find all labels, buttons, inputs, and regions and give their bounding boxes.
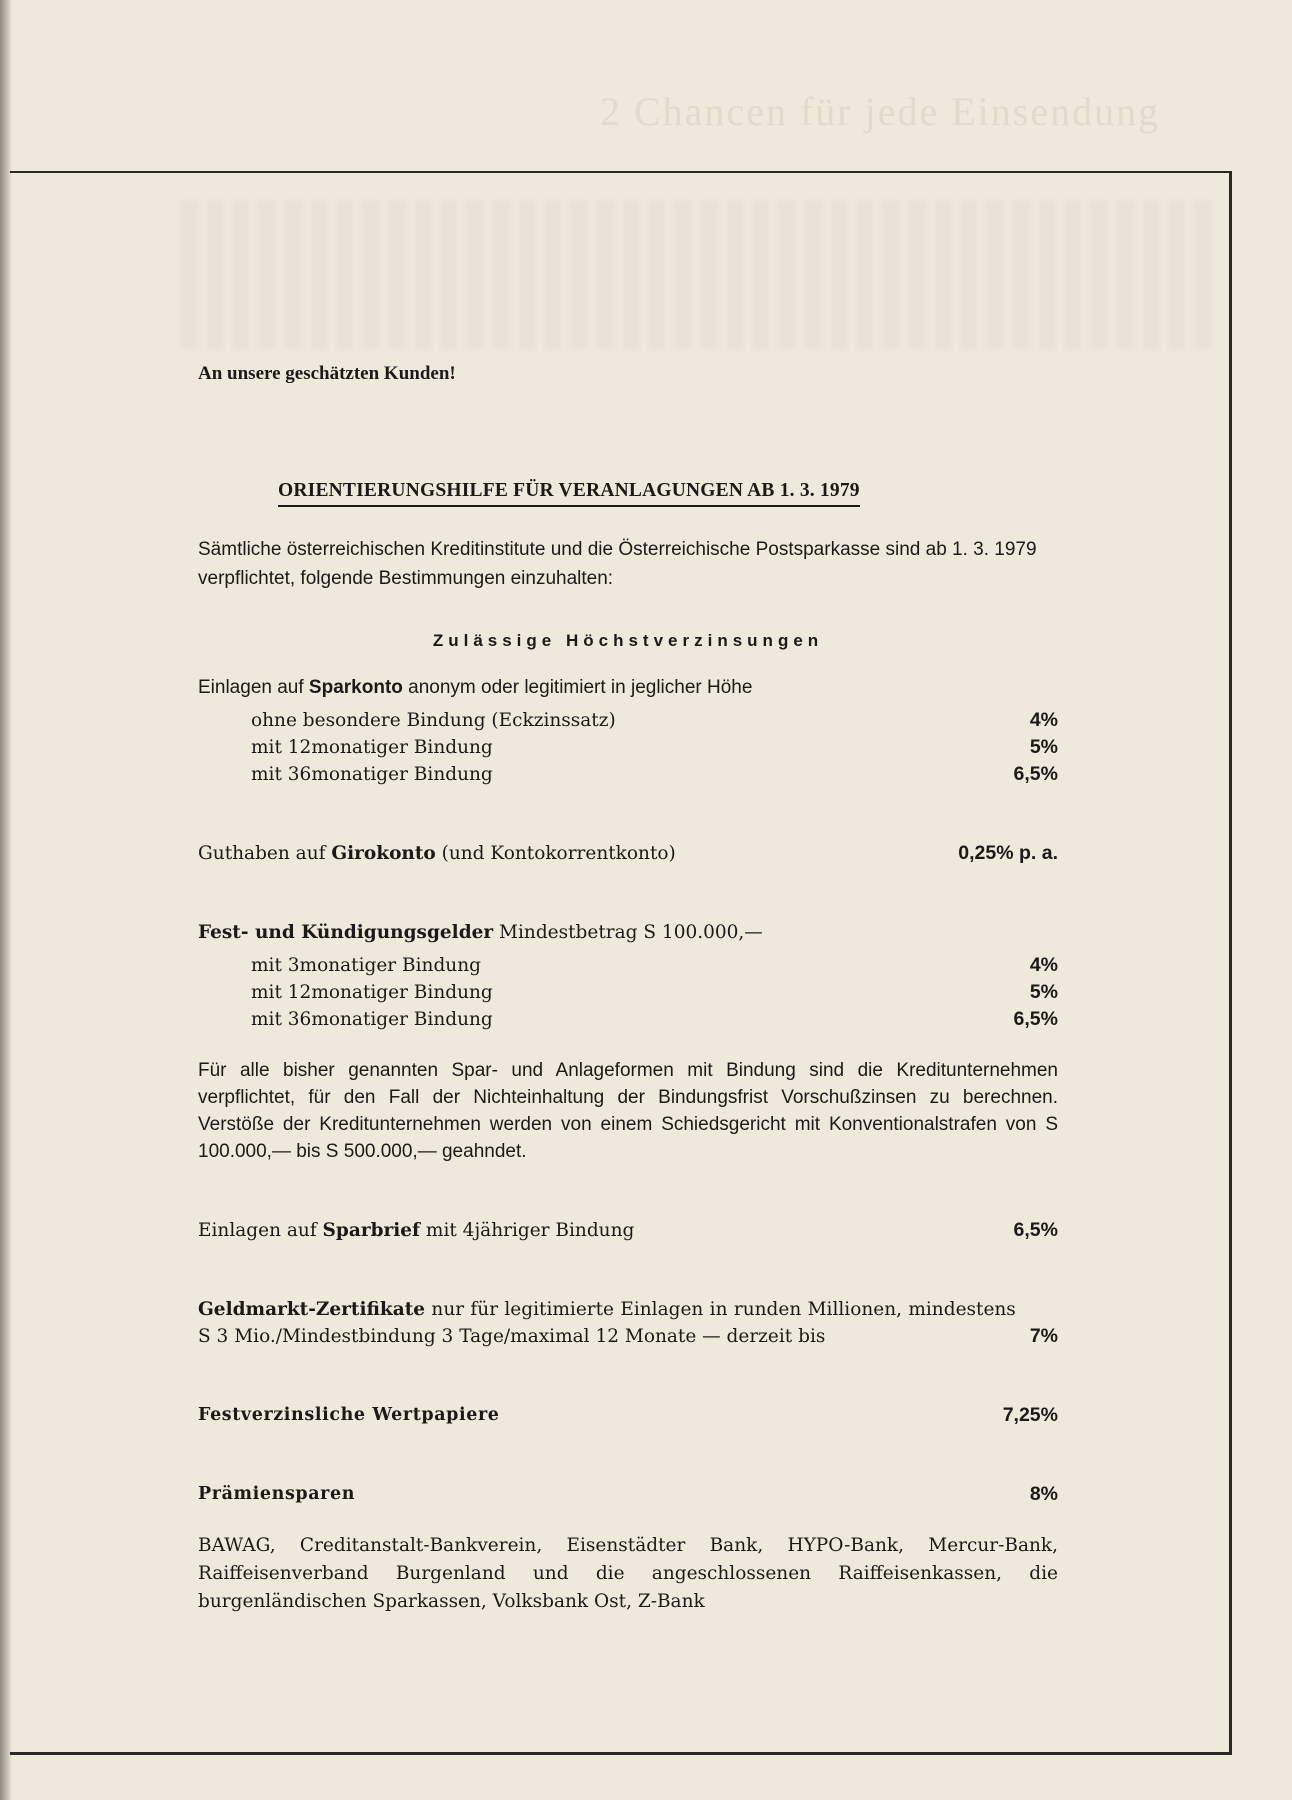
section-subtitle: Zulässige Höchstverzinsungen [432,631,824,650]
geldmarkt-block [198,1296,1058,1350]
rate-value: 6,5% [1013,1008,1058,1030]
wertpapiere-row [198,1402,1058,1429]
praemien-row [198,1481,1058,1508]
rate-label: ohne besondere Bindung (Eckzinssatz) [251,710,616,731]
praemien-rate: 8% [1029,1483,1058,1505]
rate-value: 4% [1029,709,1058,731]
geldmarkt-rate: 7% [1029,1325,1058,1347]
sparbrief-rate: 6,5% [1013,1219,1058,1241]
participating-banks: BAWAG, Creditanstalt-Bankverein, Eisenstädter Bank, HYPO-Bank, Mercur-Bank, Raiffeisenverband Burgenland und die angeschlossenen Raiffeisenkassen, die burgenländischen Sparkassen, Volksbank Ost, Z-Bank [198,1535,1058,1612]
rate-row [251,952,1058,979]
sparkonto-lead-pre: Einlagen auf [198,677,309,698]
girokonto-post: (und Kontokorrentkonto) [435,843,676,864]
rate-value: 5% [1029,981,1058,1003]
sparbrief-row [198,1217,1058,1244]
rate-label: mit 36monatiger Bindung [251,1009,493,1030]
sparbrief-label [198,1217,634,1244]
sparkonto-lead [198,674,1058,701]
rate-label: mit 36monatiger Bindung [251,764,493,785]
rate-label: mit 12monatiger Bindung [251,982,493,1003]
festgeld-post: Mindestbetrag S 100.000,— [493,922,763,943]
sparbrief-post: mit 4jähriger Bindung [420,1220,635,1241]
bleed-through-text: 2 Chancen für jede Einsendung [600,89,1161,134]
intro-paragraph: Sämtliche österreichischen Kreditinstitute und die Österreichische Postsparkasse sind ab 1. 3. 1979 verpflichtet, folgende Bestimmungen einzuhalten: [198,539,1037,589]
rate-value: 4% [1029,954,1058,976]
geldmarkt-text [198,1296,1016,1350]
festgeld-bold: Fest- und Kündigungsgelder [198,922,494,943]
girokonto-row [198,840,1058,867]
rate-row [251,1006,1058,1033]
girokonto-rate: 0,25% p. a. [958,842,1058,864]
page-title: ORIENTIERUNGSHILFE FÜR VERANLAGUNGEN AB 1. 3. 1979 [278,477,860,507]
praemien-label: Prämiensparen [198,1484,356,1504]
rate-value: 5% [1029,736,1058,758]
geldmarkt-bold: Geldmarkt-Zertifikate [198,1299,426,1320]
rate-label: mit 3monatiger Bindung [251,955,481,976]
sparkonto-lead-post: anonym oder legitimiert in jeglicher Höhe [402,677,753,698]
festgeld-rate-list [251,952,1058,1033]
sparkonto-lead-bold: Sparkonto [308,677,403,698]
sparkonto-rate-list [251,707,1058,788]
rate-row [251,761,1058,788]
girokonto-pre: Guthaben auf [198,843,332,864]
rate-value: 6,5% [1013,763,1058,785]
sparbrief-bold: Sparbrief [322,1220,421,1241]
rate-row [251,979,1058,1006]
penalty-notice: Für alle bisher genannten Spar- und Anlageformen mit Bindung sind die Kreditunternehmen verpflichtet, für den Fall der Nichteinhaltung der Bindungsfrist Vorschußzinsen zu berechnen. Verstöße der Kreditunternehmen werden von einem Schiedsgericht mit Konventionalstrafen von S 100.000,— bis S 500.000,— geahndet. [198,1060,1058,1162]
rate-label: mit 12monatiger Bindung [251,737,493,758]
rate-row [251,734,1058,761]
greeting: An unsere geschätzten Kunden! [198,363,456,384]
girokonto-bold: Girokonto [331,843,436,864]
rate-row [251,707,1058,734]
notice-content [198,360,1058,1616]
girokonto-label [198,840,676,867]
festgeld-lead [198,919,1058,946]
wertpapiere-label: Festverzinsliche Wertpapiere [198,1405,500,1425]
wertpapiere-rate: 7,25% [1002,1404,1058,1426]
geldmarkt-post: nur für legitimierte Einlagen in runden Millionen, mindestens S 3 Mio./Mindestbindung 3 Tage/maximal 12 Monate — derzeit bis [198,1299,1016,1347]
sparbrief-pre: Einlagen auf [198,1220,323,1241]
